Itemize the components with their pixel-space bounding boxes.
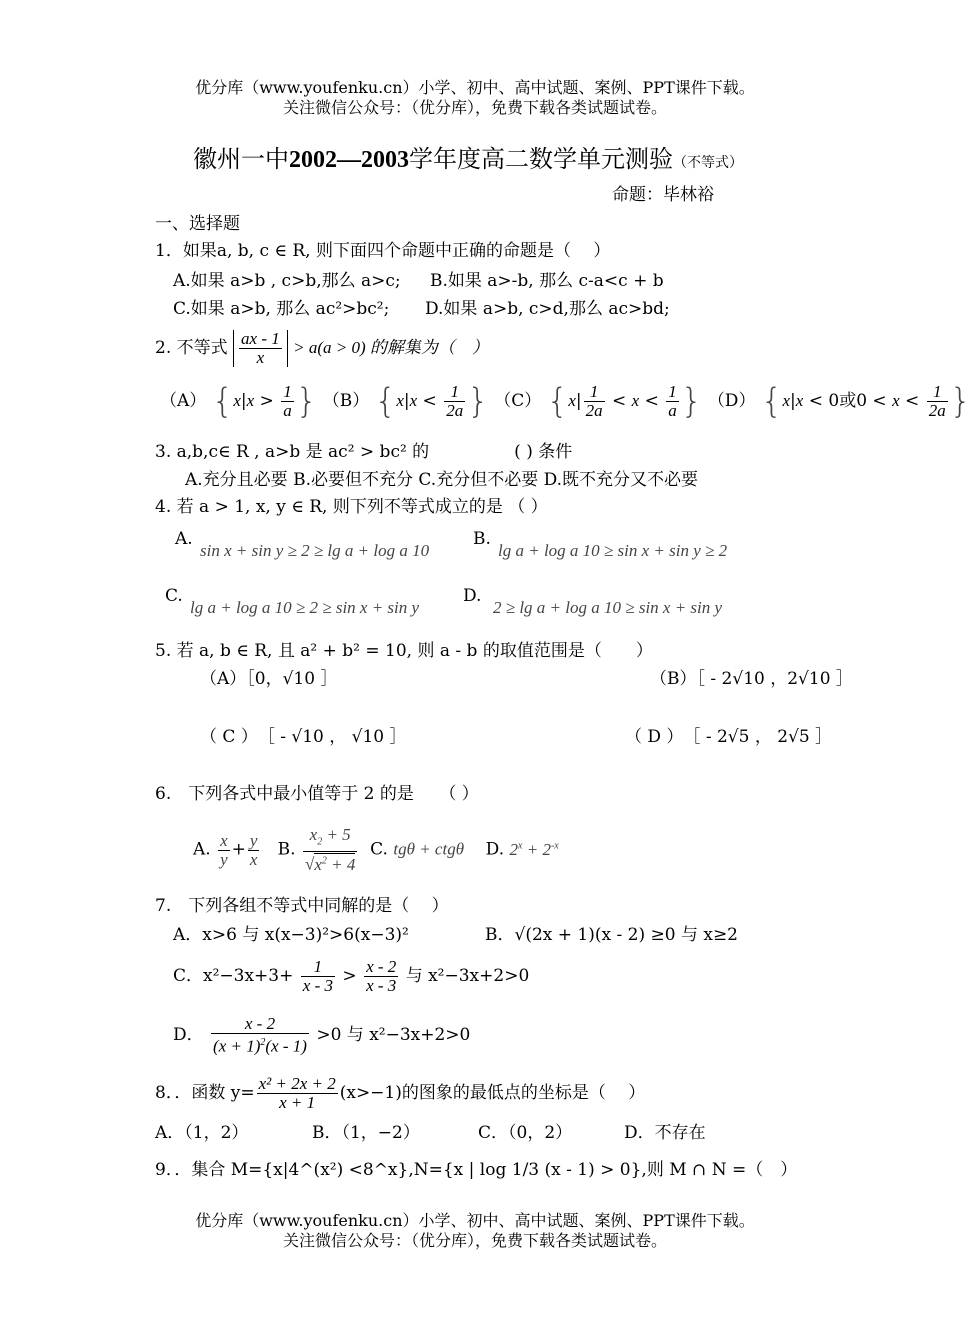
q2-options: （A） {x|x > $\frac{1}{a}$ } （B） {x|x < $\frac{1}{2a}$ } （C） {x| $\frac{1}{2a}$ < x < $\frac{1}{a}$ } （D） {x|x < 0或0 < x < $\frac{1}{2a}$ } <box>160 381 971 422</box>
q8-option-c: C．（0，2） <box>478 1123 573 1143</box>
q7-stem: 7. 下列各组不等式中同解的是（ ） <box>155 896 449 916</box>
q7-option-b: B．√(2x + 1)(x - 2) ≥0 与 x≥2 <box>485 925 738 945</box>
q5-option-d: （ D ） ［ - 2√5 ， 2√5 ］ <box>625 727 833 747</box>
q2-option-a: （A） <box>160 391 207 411</box>
q8-option-b: B．（1，−2） <box>312 1123 420 1143</box>
q3-stem: 3. a,b,c∈ R , a>b 是 ac² > bc² 的 ( ) 条件 <box>155 442 573 462</box>
q8-option-a: A．（1，2） <box>155 1123 249 1143</box>
q4-option-b-label: B. <box>473 529 491 549</box>
q4-stem: 4. 若 a > 1, x, y ∈ R, 则下列不等式成立的是 （ ） <box>155 497 548 517</box>
q7-option-a: A．x>6 与 x(x−3)²>6(x−3)² <box>173 925 409 945</box>
q8-option-d: D．不存在 <box>624 1123 706 1143</box>
q1-option-c: C.如果 a>b, 那么 ac²>bc²; <box>173 299 390 319</box>
q2-option-d: （D） <box>707 391 756 411</box>
q2-stem: 2. 不等式 $\frac{ax - 1}{x}$ > a(a > 0) 的解集为（ ） <box>155 329 489 367</box>
q2-option-b: （B） <box>322 391 370 411</box>
author: 命题：毕林裕 <box>612 185 714 205</box>
page-title: 徽州一中2002—2003学年度高二数学单元测验（不等式） <box>193 145 743 173</box>
q6-option-d: D. <box>485 839 505 860</box>
q6-stem: 6. 下列各式中最小值等于 2 的是 （ ） <box>155 784 479 804</box>
q4-option-a-label: A. <box>175 529 193 549</box>
footer-line-1: 优分库（www.youfenku.cn）小学、初中、高中试题、案例、PPT课件下载。 <box>195 1211 755 1230</box>
q2-option-c: （C） <box>494 391 542 411</box>
q1-option-a: A.如果 a>b , c>b,那么 a>c; <box>173 271 401 291</box>
q4-option-d-label: D. <box>463 586 482 606</box>
q4-option-c-label: C. <box>165 586 183 606</box>
q1-option-b: B.如果 a>-b, 那么 c-a<c + b <box>430 271 664 291</box>
q4-option-c: lg a + log a 10 ≥ 2 ≥ sin x + sin y <box>190 598 420 617</box>
header-line-1: 优分库（www.youfenku.cn）小学、初中、高中试题、案例、PPT课件下载。 <box>195 78 755 97</box>
q6-options: A. $\frac{x}{y}$ + $\frac{y}{x}$ B. $\frac{x_2 + 5}{√x^2 + 4}$ C. tgθ + ctgθ D. $2^x + 2^{-x}$ <box>193 825 559 875</box>
q6-option-c: C. <box>370 839 388 860</box>
q6-option-b: B. <box>277 839 296 860</box>
q5-option-b: （B）［ - 2√10 ，2√10 ］ <box>650 669 853 689</box>
q4-option-a: sin x + sin y ≥ 2 ≥ lg a + log a 10 <box>200 541 430 560</box>
q5-option-a: （A）［0，√10 ］ <box>200 669 338 689</box>
q7-option-d: D． $\frac{x - 2}{(x + 1)^2(x - 1)}$ >0 与 x²−3x+2>0 <box>173 1014 471 1056</box>
q3-options: A.充分且必要 B.必要但不充分 C.充分但不必要 D.既不充分又不必要 <box>185 470 699 490</box>
q5-option-c: （ C ） ［ - √10 ， √10 ］ <box>200 727 407 747</box>
section-heading: 一、选择题 <box>155 214 240 234</box>
q6-option-a: A. <box>193 839 211 860</box>
q1-stem: 1．如果a, b, c ∈ R, 则下面四个命题中正确的命题是（ ） <box>155 241 611 261</box>
header-line-2: 关注微信公众号：（优分库），免费下载各类试题试卷。 <box>282 98 667 117</box>
q4-option-b: lg a + log a 10 ≥ sin x + sin y ≥ 2 <box>498 541 728 560</box>
q4-option-d: 2 ≥ lg a + log a 10 ≥ sin x + sin y <box>493 598 723 617</box>
q9-stem: 9．．集合 M={x|4^(x²) <8^x},N={x | log 1/3 (x - 1) > 0},则 M ∩ N =（ ） <box>155 1160 798 1180</box>
q1-option-d: D.如果 a>b, c>d,那么 ac>bd; <box>425 299 670 319</box>
q7-option-c: C．x²−3x+3+ $\frac{1}{x - 3}$ > $\frac{x - 2}{x - 3}$ 与 x²−3x+2>0 <box>173 957 530 995</box>
q5-stem: 5. 若 a, b ∈ R, 且 a² + b² = 10, 则 a - b 的取值范围是（ ） <box>155 641 653 661</box>
q8-stem: 8．．函数 y= $\frac{\text{x² + 2x + 2}}{x + 1}$ (x>−1)的图象的最低点的坐标是（ ） <box>155 1074 646 1112</box>
footer-line-2: 关注微信公众号：（优分库），免费下载各类试题试卷。 <box>282 1231 667 1250</box>
q2-fraction: $\frac{ax - 1}{x}$ <box>241 329 280 367</box>
